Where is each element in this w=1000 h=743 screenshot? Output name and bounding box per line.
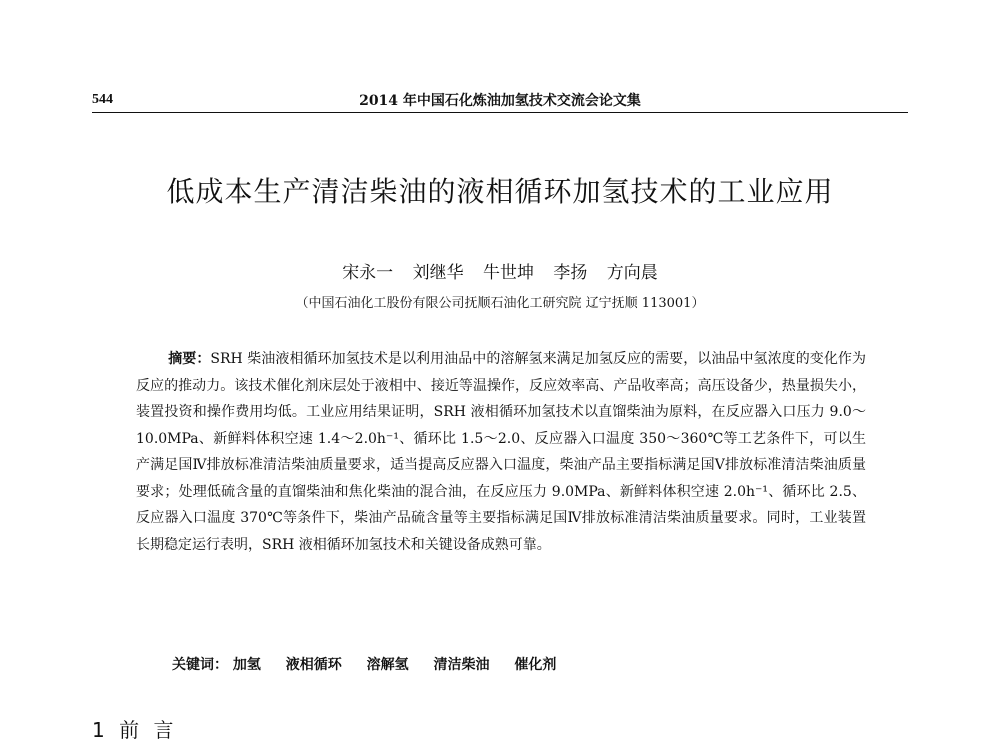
keyword: 加氢 xyxy=(232,657,261,673)
running-header xyxy=(92,84,908,113)
abstract-label: 摘要： xyxy=(168,351,211,367)
keyword: 溶解氢 xyxy=(366,657,409,673)
affiliation: （中国石油化工股份有限公司抚顺石油化工研究院 辽宁抚顺 113001） xyxy=(295,296,705,311)
keyword: 催化剂 xyxy=(514,657,557,673)
paper-title: 低成本生产清洁柴油的液相循环加氢技术的工业应用 xyxy=(166,175,834,208)
section-heading: 1 前 言 xyxy=(92,718,178,742)
keyword: 液相循环 xyxy=(285,657,342,673)
page-number: 544 xyxy=(92,92,113,107)
journal-title: 2014 年中国石化炼油加氢技术交流会论文集 xyxy=(359,93,641,109)
keywords xyxy=(172,654,576,674)
authors: 宋永一 刘继华 牛世坤 李扬 方向晨 xyxy=(342,263,658,283)
keyword: 清洁柴油 xyxy=(433,657,490,673)
keywords-label: 关键词： xyxy=(172,657,228,673)
abstract-text: SRH 柴油液相循环加氢技术是以利用油品中的溶解氢来满足加氢反应的需要，以油品中氢浓度的变化作为反应的推动力。该技术催化剂床层处于液相中、接近等温操作，反应效率高、产品收率高；高压设备少，热量损失小，装置投资和操作费用均低。工业应用结果证明，SRH 液相循环加氢技术以直馏柴油为原料，在反应器入口压力 9.0～10.0MPa、新鲜料体积空速 1.4～2.0h⁻¹、循环比 1.5～2.0、反应器入口温度 350～360℃等工艺条件下，可以生产满足国Ⅳ排放标准清洁柴油质量要求，适当提高反应器入口温度，柴油产品主要指标满足国Ⅴ排放标准清洁柴油质量要求；处理低硫含量的直馏柴油和焦化柴油的混合油，在反应压力 9.0MPa、新鲜料体积空速 2.0h⁻¹、循环比 2.5、反应器入口温度 370℃等条件下，柴油产品硫含量等主要指标满足国Ⅳ排放标准清洁柴油质量要求。同时，工业装置长期稳定运行表明，SRH 液相循环加氢技术和关键设备成熟可靠。 xyxy=(136,351,867,553)
abstract xyxy=(136,346,866,558)
